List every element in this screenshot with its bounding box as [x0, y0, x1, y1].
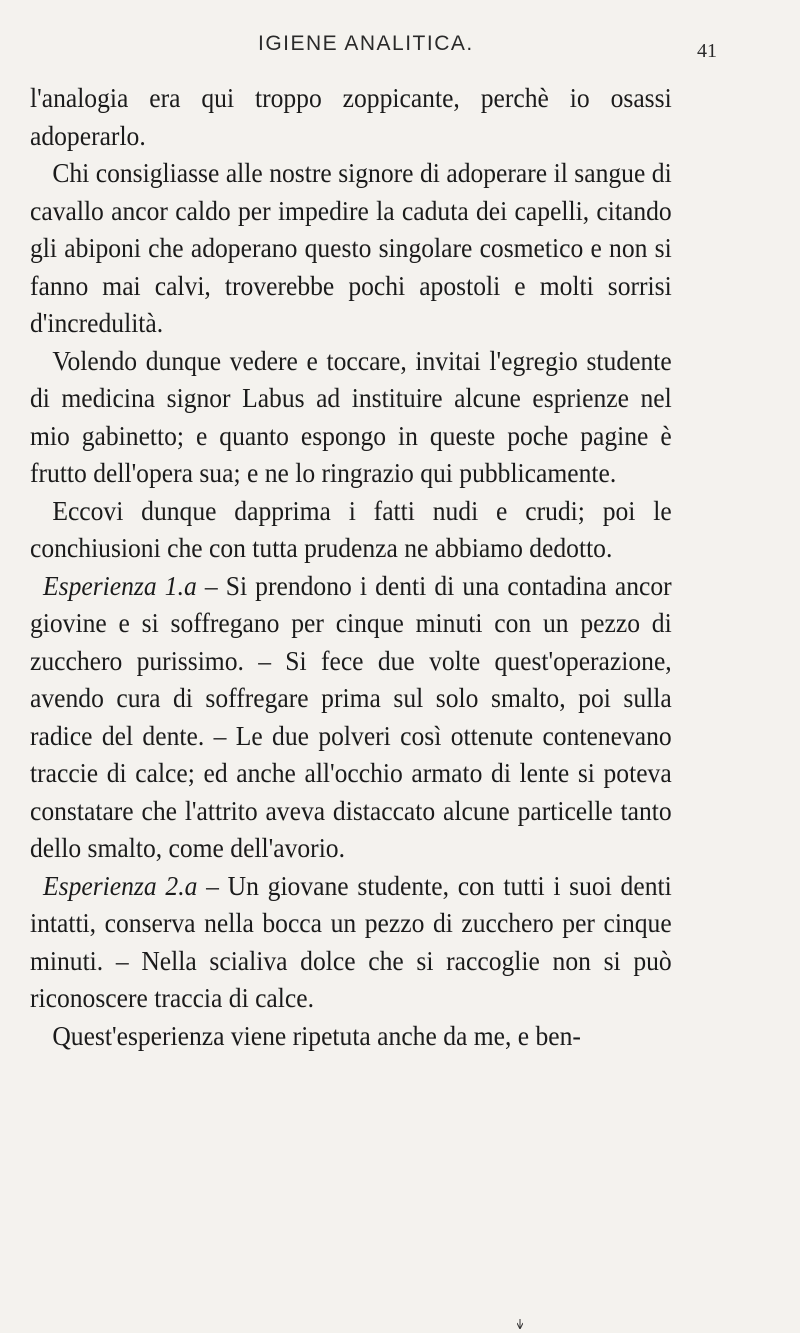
experiment-paragraph — [30, 567, 672, 867]
experiment-paragraph — [30, 867, 672, 1017]
experiment-text: – Si prendono i denti di una contadina ancor giovine e si soffregano per cinque minuti con un pezzo di zucchero purissimo. – Si fece due volte quest'operazione, avendo cura di soffregare prima sul solo smalto, poi sulla radice del dente. – Le due polveri così ottenute contenevano traccie di calce; ed anche all'occhio armato di lente si poteva constatare che l'attrito aveva distaccato alcune particelle tanto dello smalto, come dell'avorio. — [30, 569, 672, 863]
page-number: 41 — [697, 40, 717, 62]
paragraph: Quest'esperienza viene ripetuta anche da me, e ben- — [52, 1019, 581, 1051]
paragraph: Chi consigliasse alle nostre signore di adoperare il sangue di cavallo ancor caldo per impedire la caduta dei capelli, citando gli abiponi che adoperano questo singolare cosmetico e non si fanno mai calvi, troverebbe pochi apostoli e molti sorrisi d'incredulità. — [30, 157, 672, 338]
page-header — [0, 26, 800, 66]
paragraph: Volendo dunque vedere e toccare, invitai l'egregio studente di medicina signor Labus ad instituire alcune esprienze nel mio gabinetto; e quanto espongo in queste poche pagine è frutto dell'opera sua; e ne lo ringrazio qui pubblicamente. — [30, 344, 672, 488]
paragraph: l'analogia era qui troppo zoppicante, perchè io osassi adoperarlo. — [30, 82, 672, 151]
experiment-label: Esperienza 1.a — [43, 569, 197, 601]
print-mark — [517, 1319, 523, 1329]
running-title: IGIENE ANALITICA. — [258, 32, 474, 55]
experiment-label: Esperienza 2.a — [43, 869, 198, 901]
body-text — [30, 79, 672, 1054]
experiment-text: – Un giovane studente, con tutti i suoi denti intatti, conserva nella bocca un pezzo di zucchero per cinque minuti. – Nella scialiva dolce che si raccoglie non si può riconoscere traccia di calce. — [30, 869, 672, 1013]
paragraph: Eccovi dunque dapprima i fatti nudi e crudi; poi le conchiusioni che con tutta prudenza ne abbiamo dedotto. — [30, 494, 672, 563]
